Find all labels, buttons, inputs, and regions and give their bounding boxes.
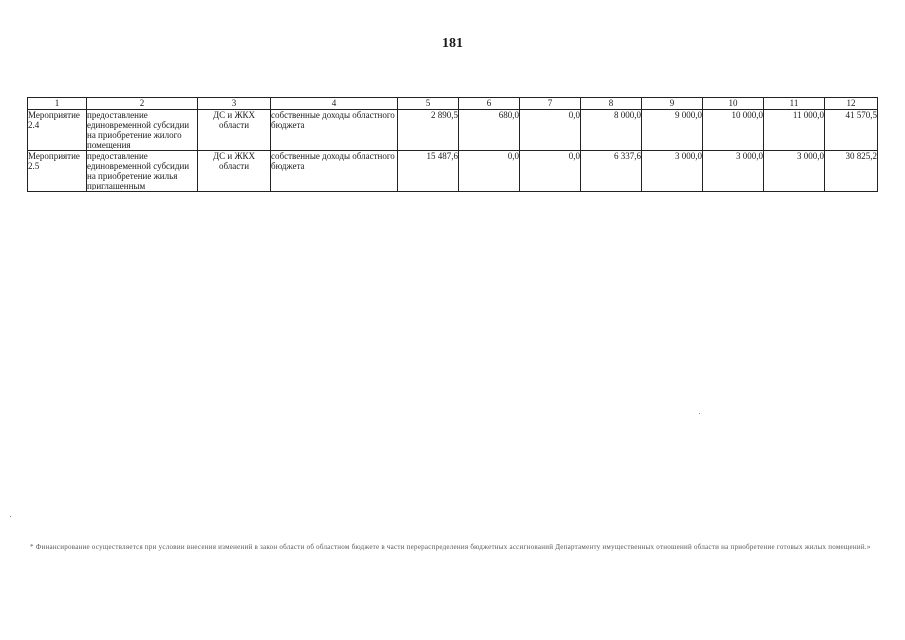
header-cell: 11 (764, 98, 825, 110)
funding-source: собственные доходы областного бюджета (271, 151, 398, 192)
header-cell: 8 (581, 98, 642, 110)
scan-speck (699, 413, 700, 414)
footnote: * Финансирование осуществляется при условии внесения изменений в закон области об областном бюджете в части перераспределения бюджетных ассигнований Департаменту имущественных отношений области на приобретение готовых жилых помещений.» (30, 543, 871, 551)
page-number: 181 (442, 36, 463, 51)
value-cell: 8 000,0 (581, 110, 642, 151)
table-row (28, 110, 878, 151)
header-cell: 12 (825, 98, 878, 110)
value-cell: 0,0 (520, 151, 581, 192)
scan-speck (10, 516, 11, 517)
header-cell: 10 (703, 98, 764, 110)
measure-name: Мероприятие 2.4 (28, 110, 87, 151)
executor: ДС и ЖКХ области (198, 151, 271, 192)
value-cell: 9 000,0 (642, 110, 703, 151)
header-cell: 9 (642, 98, 703, 110)
value-cell: 680,0 (459, 110, 520, 151)
value-cell: 3 000,0 (642, 151, 703, 192)
value-cell: 30 825,2 (825, 151, 878, 192)
value-cell: 2 890,5 (398, 110, 459, 151)
executor: ДС и ЖКХ области (198, 110, 271, 151)
value-cell: 41 570,5 (825, 110, 878, 151)
header-row (28, 98, 878, 110)
value-cell: 11 000,0 (764, 110, 825, 151)
value-cell: 15 487,6 (398, 151, 459, 192)
header-cell: 3 (198, 98, 271, 110)
measure-description (87, 151, 198, 192)
value-cell: 0,0 (459, 151, 520, 192)
header-cell: 1 (28, 98, 87, 110)
value-cell: 6 337,6 (581, 151, 642, 192)
budget-table (27, 97, 878, 192)
header-cell: 6 (459, 98, 520, 110)
value-cell: 10 000,0 (703, 110, 764, 151)
table-row (28, 151, 878, 192)
value-cell: 0,0 (520, 110, 581, 151)
value-cell: 3 000,0 (764, 151, 825, 192)
measure-description-text: предоставление единовременной субсидии на приобретение жилого помещения (87, 110, 190, 149)
measure-name: Мероприятие 2.5 (28, 151, 87, 192)
funding-source: собственные доходы областного бюджета (271, 110, 398, 151)
header-cell: 2 (87, 98, 198, 110)
header-cell: 5 (398, 98, 459, 110)
measure-description (87, 110, 198, 151)
header-cell: 7 (520, 98, 581, 110)
value-cell: 3 000,0 (703, 151, 764, 192)
measure-description-text: предоставление единовременной субсидии на приобретение жилья приглашенным (87, 151, 190, 190)
header-cell: 4 (271, 98, 398, 110)
